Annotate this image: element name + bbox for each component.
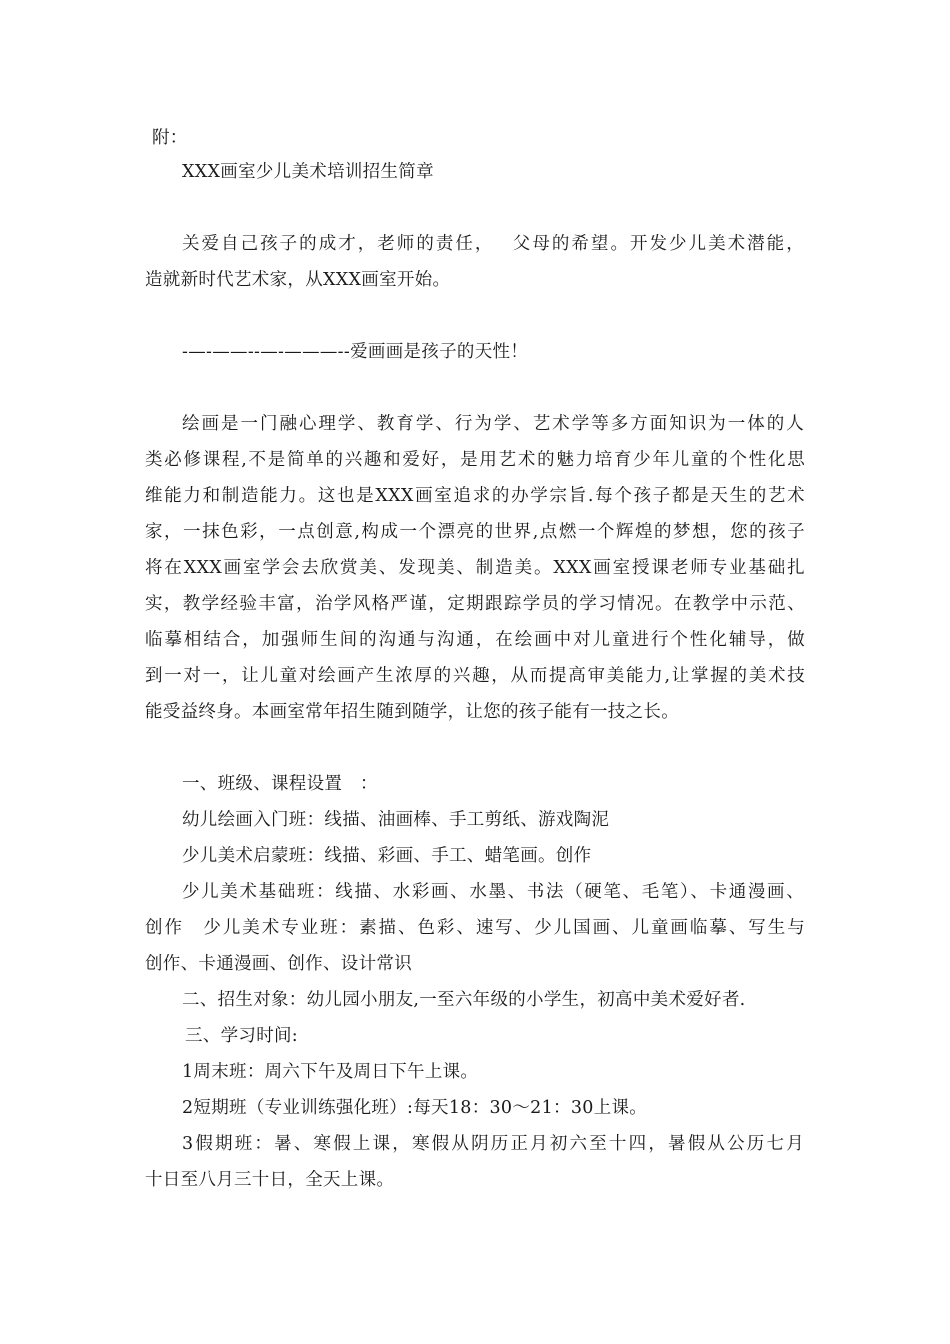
- class-item: 创作 少儿美术专业班：素描、色彩、速写、少儿国画、儿童画临摹、写生与: [145, 918, 805, 938]
- body-line: 家，一抹色彩，一点创意,构成一个漂亮的世界,点燃一个辉煌的梦想，您的孩子: [145, 522, 805, 542]
- schedule-item: 1周末班：周六下午及周日下午上课。: [182, 1062, 479, 1082]
- section-1-heading: 一、班级、课程设置 ：: [182, 774, 378, 794]
- class-item: 少儿美术启蒙班：线描、彩画、手工、蜡笔画。创作: [182, 846, 592, 866]
- section-2: 二、招生对象：幼儿园小朋友,一至六年级的小学生，初高中美术爱好者.: [182, 990, 746, 1010]
- class-item: 创作、卡通漫画、创作、设计常识: [145, 954, 412, 974]
- document-title: XXX画室少儿美术培训招生简章: [182, 162, 434, 182]
- body-line: 类必修课程,不是简单的兴趣和爱好，是用艺术的魅力培育少年儿童的个性化思: [145, 450, 805, 470]
- body-line: 将在XXX画室学会去欣赏美、发现美、制造美。XXX画室授课老师专业基础扎: [145, 558, 805, 578]
- schedule-item: 2短期班（专业训练强化班）:每天18：30～21：30上课。: [182, 1098, 648, 1118]
- intro-line-1: 关爱自己孩子的成才，老师的责任， 父母的希望。开发少儿美术潜能，: [182, 234, 804, 254]
- slogan: -—-——--—-———--爱画画是孩子的天性！: [182, 342, 529, 362]
- class-item: 幼儿绘画入门班：线描、油画棒、手工剪纸、游戏陶泥: [182, 810, 610, 830]
- body-line: 实，教学经验丰富，治学风格严谨，定期跟踪学员的学习情况。在教学中示范、: [145, 594, 805, 614]
- schedule-item: 十日至八月三十日，全天上课。: [145, 1170, 395, 1190]
- schedule-item: 3假期班：暑、寒假上课，寒假从阴历正月初六至十四，暑假从公历七月: [182, 1134, 804, 1154]
- body-line: 临摹相结合，加强师生间的沟通与沟通，在绘画中对儿童进行个性化辅导，做: [145, 630, 805, 650]
- body-line: 到一对一，让儿童对绘画产生浓厚的兴趣，从而提高审美能力,让掌握的美术技: [145, 666, 805, 686]
- body-line: 能受益终身。本画室常年招生随到随学，让您的孩子能有一技之长。: [145, 702, 679, 722]
- intro-line-2: 造就新时代艺术家，从XXX画室开始。: [145, 270, 451, 290]
- class-item: 少儿美术基础班：线描、水彩画、水墨、书法（硬笔、毛笔）、卡通漫画、: [182, 882, 804, 902]
- body-line: 维能力和制造能力。这也是XXX画室追求的办学宗旨.每个孩子都是天生的艺术: [145, 486, 805, 506]
- body-line: 绘画是一门融心理学、教育学、行为学、艺术学等多方面知识为一体的人: [182, 414, 804, 434]
- attachment-label: 附：: [152, 128, 188, 148]
- section-3-heading: 三、学习时间:: [185, 1026, 298, 1046]
